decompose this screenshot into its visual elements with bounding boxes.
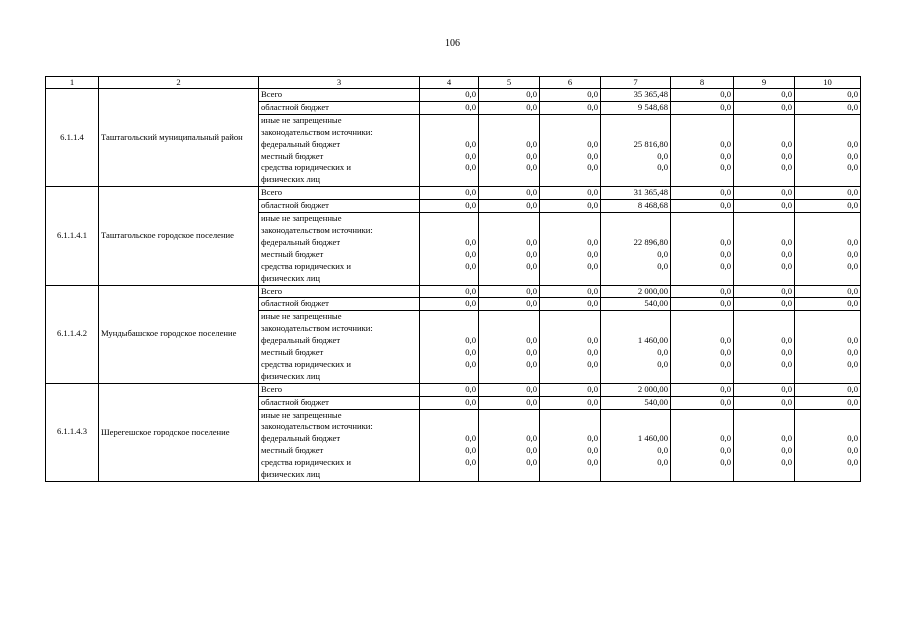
value-cell-block bbox=[671, 213, 734, 285]
column-header: 7 bbox=[601, 77, 671, 89]
value-line: 0,0 bbox=[720, 150, 731, 161]
value-cell: 0,0 bbox=[795, 101, 861, 114]
value-cell: 0,0 bbox=[420, 285, 479, 298]
value-cell-block bbox=[601, 213, 671, 285]
value-line: 0,0 bbox=[720, 248, 731, 259]
source-label-block bbox=[259, 114, 420, 186]
value-cell-block bbox=[479, 409, 540, 481]
column-header-row bbox=[46, 77, 861, 89]
source-line: законодательством источники: bbox=[261, 421, 373, 432]
value-line: 0,0 bbox=[526, 445, 537, 456]
value-cell: 0,0 bbox=[540, 298, 601, 311]
value-line: 0,0 bbox=[720, 358, 731, 369]
value-cell: 0,0 bbox=[420, 200, 479, 213]
value-cell: 0,0 bbox=[479, 89, 540, 102]
source-line: иные не запрещенные bbox=[261, 311, 342, 322]
source-line: физических лиц bbox=[261, 174, 321, 185]
column-header: 2 bbox=[99, 77, 259, 89]
value-line: 0,0 bbox=[587, 358, 598, 369]
value-line: 0,0 bbox=[781, 260, 792, 271]
source-label: Всего bbox=[259, 285, 420, 298]
value-cell: 2 000,00 bbox=[601, 285, 671, 298]
value-cell-block bbox=[734, 409, 795, 481]
value-line: 0,0 bbox=[587, 248, 598, 259]
value-line: 1 460,00 bbox=[637, 433, 668, 444]
column-header: 8 bbox=[671, 77, 734, 89]
value-cell-block bbox=[479, 114, 540, 186]
value-cell: 0,0 bbox=[734, 298, 795, 311]
value-line: 0,0 bbox=[587, 138, 598, 149]
value-cell: 0,0 bbox=[734, 285, 795, 298]
value-cell-block bbox=[420, 213, 479, 285]
value-line: 0,0 bbox=[720, 162, 731, 173]
value-cell-block bbox=[671, 114, 734, 186]
value-cell: 0,0 bbox=[671, 285, 734, 298]
value-cell: 0,0 bbox=[671, 200, 734, 213]
value-line: 0,0 bbox=[781, 162, 792, 173]
value-line: 0,0 bbox=[781, 445, 792, 456]
source-line: иные не запрещенные bbox=[261, 114, 342, 125]
value-line: 0,0 bbox=[465, 138, 476, 149]
total-row bbox=[46, 383, 861, 396]
value-line: 0,0 bbox=[465, 248, 476, 259]
value-cell: 0,0 bbox=[540, 396, 601, 409]
source-line: физических лиц bbox=[261, 370, 321, 381]
source-label: областной бюджет bbox=[259, 101, 420, 114]
value-line: 0,0 bbox=[587, 150, 598, 161]
source-line: законодательством источники: bbox=[261, 126, 373, 137]
total-row bbox=[46, 89, 861, 102]
value-cell: 0,0 bbox=[420, 396, 479, 409]
value-cell-block bbox=[671, 409, 734, 481]
total-row bbox=[46, 285, 861, 298]
value-line: 0,0 bbox=[526, 358, 537, 369]
item-name: Мундыбашское городское поселение bbox=[99, 285, 259, 383]
value-cell: 0,0 bbox=[420, 187, 479, 200]
value-line: 0,0 bbox=[465, 260, 476, 271]
value-line: 0,0 bbox=[847, 335, 858, 346]
value-line: 0,0 bbox=[587, 335, 598, 346]
value-line: 0,0 bbox=[465, 335, 476, 346]
source-line: федеральный бюджет bbox=[261, 236, 341, 247]
item-code: 6.1.1.4.3 bbox=[46, 383, 99, 481]
value-line: 1 460,00 bbox=[637, 335, 668, 346]
value-line: 0,0 bbox=[657, 248, 668, 259]
column-header: 10 bbox=[795, 77, 861, 89]
value-line: 0,0 bbox=[465, 150, 476, 161]
item-code: 6.1.1.4.2 bbox=[46, 285, 99, 383]
value-line: 0,0 bbox=[781, 150, 792, 161]
value-cell: 0,0 bbox=[671, 383, 734, 396]
value-line: 0,0 bbox=[781, 457, 792, 468]
value-line: 0,0 bbox=[526, 335, 537, 346]
value-cell: 0,0 bbox=[479, 200, 540, 213]
value-line: 0,0 bbox=[657, 150, 668, 161]
value-line: 0,0 bbox=[465, 433, 476, 444]
value-cell: 0,0 bbox=[479, 383, 540, 396]
total-row bbox=[46, 187, 861, 200]
value-cell-block bbox=[734, 311, 795, 383]
source-line: физических лиц bbox=[261, 469, 321, 480]
source-label-block bbox=[259, 409, 420, 481]
source-label-block bbox=[259, 213, 420, 285]
value-line: 0,0 bbox=[847, 236, 858, 247]
value-line: 0,0 bbox=[781, 138, 792, 149]
value-line: 0,0 bbox=[781, 358, 792, 369]
funding-table bbox=[45, 76, 861, 482]
value-line: 0,0 bbox=[587, 347, 598, 358]
value-line: 0,0 bbox=[847, 260, 858, 271]
value-line: 0,0 bbox=[657, 347, 668, 358]
value-line: 0,0 bbox=[720, 457, 731, 468]
source-line: федеральный бюджет bbox=[261, 138, 341, 149]
item-name: Таштагольское городское поселение bbox=[99, 187, 259, 285]
source-line: законодательством источники: bbox=[261, 224, 373, 235]
value-cell: 0,0 bbox=[795, 285, 861, 298]
value-line: 0,0 bbox=[587, 457, 598, 468]
value-cell: 0,0 bbox=[795, 298, 861, 311]
value-line: 0,0 bbox=[465, 347, 476, 358]
value-cell: 0,0 bbox=[479, 285, 540, 298]
source-label: областной бюджет bbox=[259, 298, 420, 311]
source-line: федеральный бюджет bbox=[261, 335, 341, 346]
value-cell: 0,0 bbox=[420, 101, 479, 114]
value-line: 0,0 bbox=[720, 236, 731, 247]
value-cell: 0,0 bbox=[795, 396, 861, 409]
value-line: 0,0 bbox=[526, 236, 537, 247]
value-line: 0,0 bbox=[781, 335, 792, 346]
value-cell-block bbox=[540, 213, 601, 285]
value-line: 0,0 bbox=[781, 433, 792, 444]
value-line: 0,0 bbox=[657, 260, 668, 271]
value-cell-block bbox=[734, 213, 795, 285]
value-cell: 0,0 bbox=[420, 89, 479, 102]
value-line: 0,0 bbox=[847, 248, 858, 259]
value-cell: 0,0 bbox=[479, 396, 540, 409]
value-cell: 0,0 bbox=[734, 187, 795, 200]
source-line: иные не запрещенные bbox=[261, 213, 342, 224]
value-cell: 0,0 bbox=[479, 101, 540, 114]
value-line: 0,0 bbox=[526, 162, 537, 173]
source-line: средства юридических и bbox=[261, 457, 351, 468]
column-header: 5 bbox=[479, 77, 540, 89]
source-line: законодательством источники: bbox=[261, 323, 373, 334]
value-cell: 0,0 bbox=[540, 383, 601, 396]
value-cell-block bbox=[601, 114, 671, 186]
value-line: 0,0 bbox=[465, 358, 476, 369]
value-cell-block bbox=[420, 311, 479, 383]
value-cell: 8 468,68 bbox=[601, 200, 671, 213]
value-cell-block bbox=[795, 311, 861, 383]
source-line: федеральный бюджет bbox=[261, 433, 341, 444]
value-line: 0,0 bbox=[587, 433, 598, 444]
value-cell-block bbox=[795, 213, 861, 285]
value-cell-block bbox=[479, 311, 540, 383]
value-cell: 0,0 bbox=[734, 101, 795, 114]
value-cell: 35 365,48 bbox=[601, 89, 671, 102]
value-line: 0,0 bbox=[526, 138, 537, 149]
value-cell: 0,0 bbox=[795, 200, 861, 213]
value-cell: 0,0 bbox=[795, 383, 861, 396]
value-line: 0,0 bbox=[657, 358, 668, 369]
value-cell: 0,0 bbox=[540, 285, 601, 298]
source-line: местный бюджет bbox=[261, 445, 324, 456]
source-line: физических лиц bbox=[261, 272, 321, 283]
value-line: 0,0 bbox=[465, 445, 476, 456]
value-cell: 0,0 bbox=[671, 396, 734, 409]
value-line: 25 816,80 bbox=[633, 138, 668, 149]
value-cell-block bbox=[540, 409, 601, 481]
value-cell: 0,0 bbox=[734, 200, 795, 213]
value-cell: 0,0 bbox=[540, 101, 601, 114]
value-line: 0,0 bbox=[526, 433, 537, 444]
value-line: 0,0 bbox=[526, 347, 537, 358]
value-line: 0,0 bbox=[847, 433, 858, 444]
value-line: 0,0 bbox=[526, 457, 537, 468]
value-line: 0,0 bbox=[720, 335, 731, 346]
column-header: 6 bbox=[540, 77, 601, 89]
value-cell: 0,0 bbox=[671, 298, 734, 311]
source-label-block bbox=[259, 311, 420, 383]
value-cell: 0,0 bbox=[671, 101, 734, 114]
value-line: 0,0 bbox=[465, 236, 476, 247]
source-line: иные не запрещенные bbox=[261, 409, 342, 420]
value-line: 0,0 bbox=[720, 347, 731, 358]
source-label: Всего bbox=[259, 89, 420, 102]
value-cell: 0,0 bbox=[795, 187, 861, 200]
value-line: 0,0 bbox=[847, 445, 858, 456]
value-cell: 2 000,00 bbox=[601, 383, 671, 396]
value-line: 0,0 bbox=[847, 162, 858, 173]
value-line: 0,0 bbox=[847, 457, 858, 468]
source-line: местный бюджет bbox=[261, 150, 324, 161]
value-line: 0,0 bbox=[465, 457, 476, 468]
column-header: 4 bbox=[420, 77, 479, 89]
value-cell: 0,0 bbox=[540, 89, 601, 102]
value-cell-block bbox=[795, 114, 861, 186]
item-name: Шерегешское городское поселение bbox=[99, 383, 259, 481]
value-cell-block bbox=[420, 409, 479, 481]
value-cell-block bbox=[601, 311, 671, 383]
source-line: местный бюджет bbox=[261, 248, 324, 259]
value-line: 0,0 bbox=[720, 433, 731, 444]
column-header: 3 bbox=[259, 77, 420, 89]
value-line: 0,0 bbox=[847, 138, 858, 149]
value-cell-block bbox=[540, 114, 601, 186]
value-line: 0,0 bbox=[657, 162, 668, 173]
value-line: 0,0 bbox=[657, 457, 668, 468]
value-line: 0,0 bbox=[465, 162, 476, 173]
value-line: 0,0 bbox=[720, 260, 731, 271]
value-line: 0,0 bbox=[587, 445, 598, 456]
value-line: 0,0 bbox=[781, 236, 792, 247]
source-line: местный бюджет bbox=[261, 347, 324, 358]
value-line: 0,0 bbox=[847, 347, 858, 358]
item-code: 6.1.1.4.1 bbox=[46, 187, 99, 285]
value-cell-block bbox=[601, 409, 671, 481]
value-line: 0,0 bbox=[847, 358, 858, 369]
value-line: 0,0 bbox=[781, 347, 792, 358]
value-cell: 0,0 bbox=[540, 200, 601, 213]
value-line: 0,0 bbox=[720, 445, 731, 456]
value-cell: 0,0 bbox=[420, 298, 479, 311]
value-line: 0,0 bbox=[587, 236, 598, 247]
value-line: 0,0 bbox=[526, 260, 537, 271]
column-header: 9 bbox=[734, 77, 795, 89]
value-line: 0,0 bbox=[847, 150, 858, 161]
item-name: Таштагольский муниципальный район bbox=[99, 89, 259, 187]
value-cell-block bbox=[420, 114, 479, 186]
value-line: 0,0 bbox=[526, 248, 537, 259]
page-number: 106 bbox=[445, 38, 460, 49]
value-cell-block bbox=[479, 213, 540, 285]
column-header: 1 bbox=[46, 77, 99, 89]
value-cell: 0,0 bbox=[795, 89, 861, 102]
value-cell: 540,00 bbox=[601, 396, 671, 409]
value-cell: 31 365,48 bbox=[601, 187, 671, 200]
value-line: 0,0 bbox=[526, 150, 537, 161]
value-line: 0,0 bbox=[720, 138, 731, 149]
value-cell: 0,0 bbox=[479, 298, 540, 311]
value-cell: 0,0 bbox=[671, 187, 734, 200]
value-cell: 540,00 bbox=[601, 298, 671, 311]
value-cell-block bbox=[734, 114, 795, 186]
value-line: 22 896,80 bbox=[633, 236, 668, 247]
source-label: областной бюджет bbox=[259, 396, 420, 409]
value-cell-block bbox=[795, 409, 861, 481]
value-cell-block bbox=[671, 311, 734, 383]
value-line: 0,0 bbox=[657, 445, 668, 456]
value-cell: 0,0 bbox=[734, 89, 795, 102]
source-label: Всего bbox=[259, 187, 420, 200]
item-code: 6.1.1.4 bbox=[46, 89, 99, 187]
source-label: Всего bbox=[259, 383, 420, 396]
value-cell: 0,0 bbox=[671, 89, 734, 102]
value-line: 0,0 bbox=[587, 162, 598, 173]
value-line: 0,0 bbox=[587, 260, 598, 271]
value-cell: 0,0 bbox=[734, 396, 795, 409]
value-cell: 9 548,68 bbox=[601, 101, 671, 114]
value-cell: 0,0 bbox=[540, 187, 601, 200]
source-label: областной бюджет bbox=[259, 200, 420, 213]
source-line: средства юридических и bbox=[261, 162, 351, 173]
source-line: средства юридических и bbox=[261, 260, 351, 271]
source-line: средства юридических и bbox=[261, 358, 351, 369]
value-cell: 0,0 bbox=[479, 187, 540, 200]
value-cell: 0,0 bbox=[734, 383, 795, 396]
value-cell-block bbox=[540, 311, 601, 383]
value-line: 0,0 bbox=[781, 248, 792, 259]
value-cell: 0,0 bbox=[420, 383, 479, 396]
